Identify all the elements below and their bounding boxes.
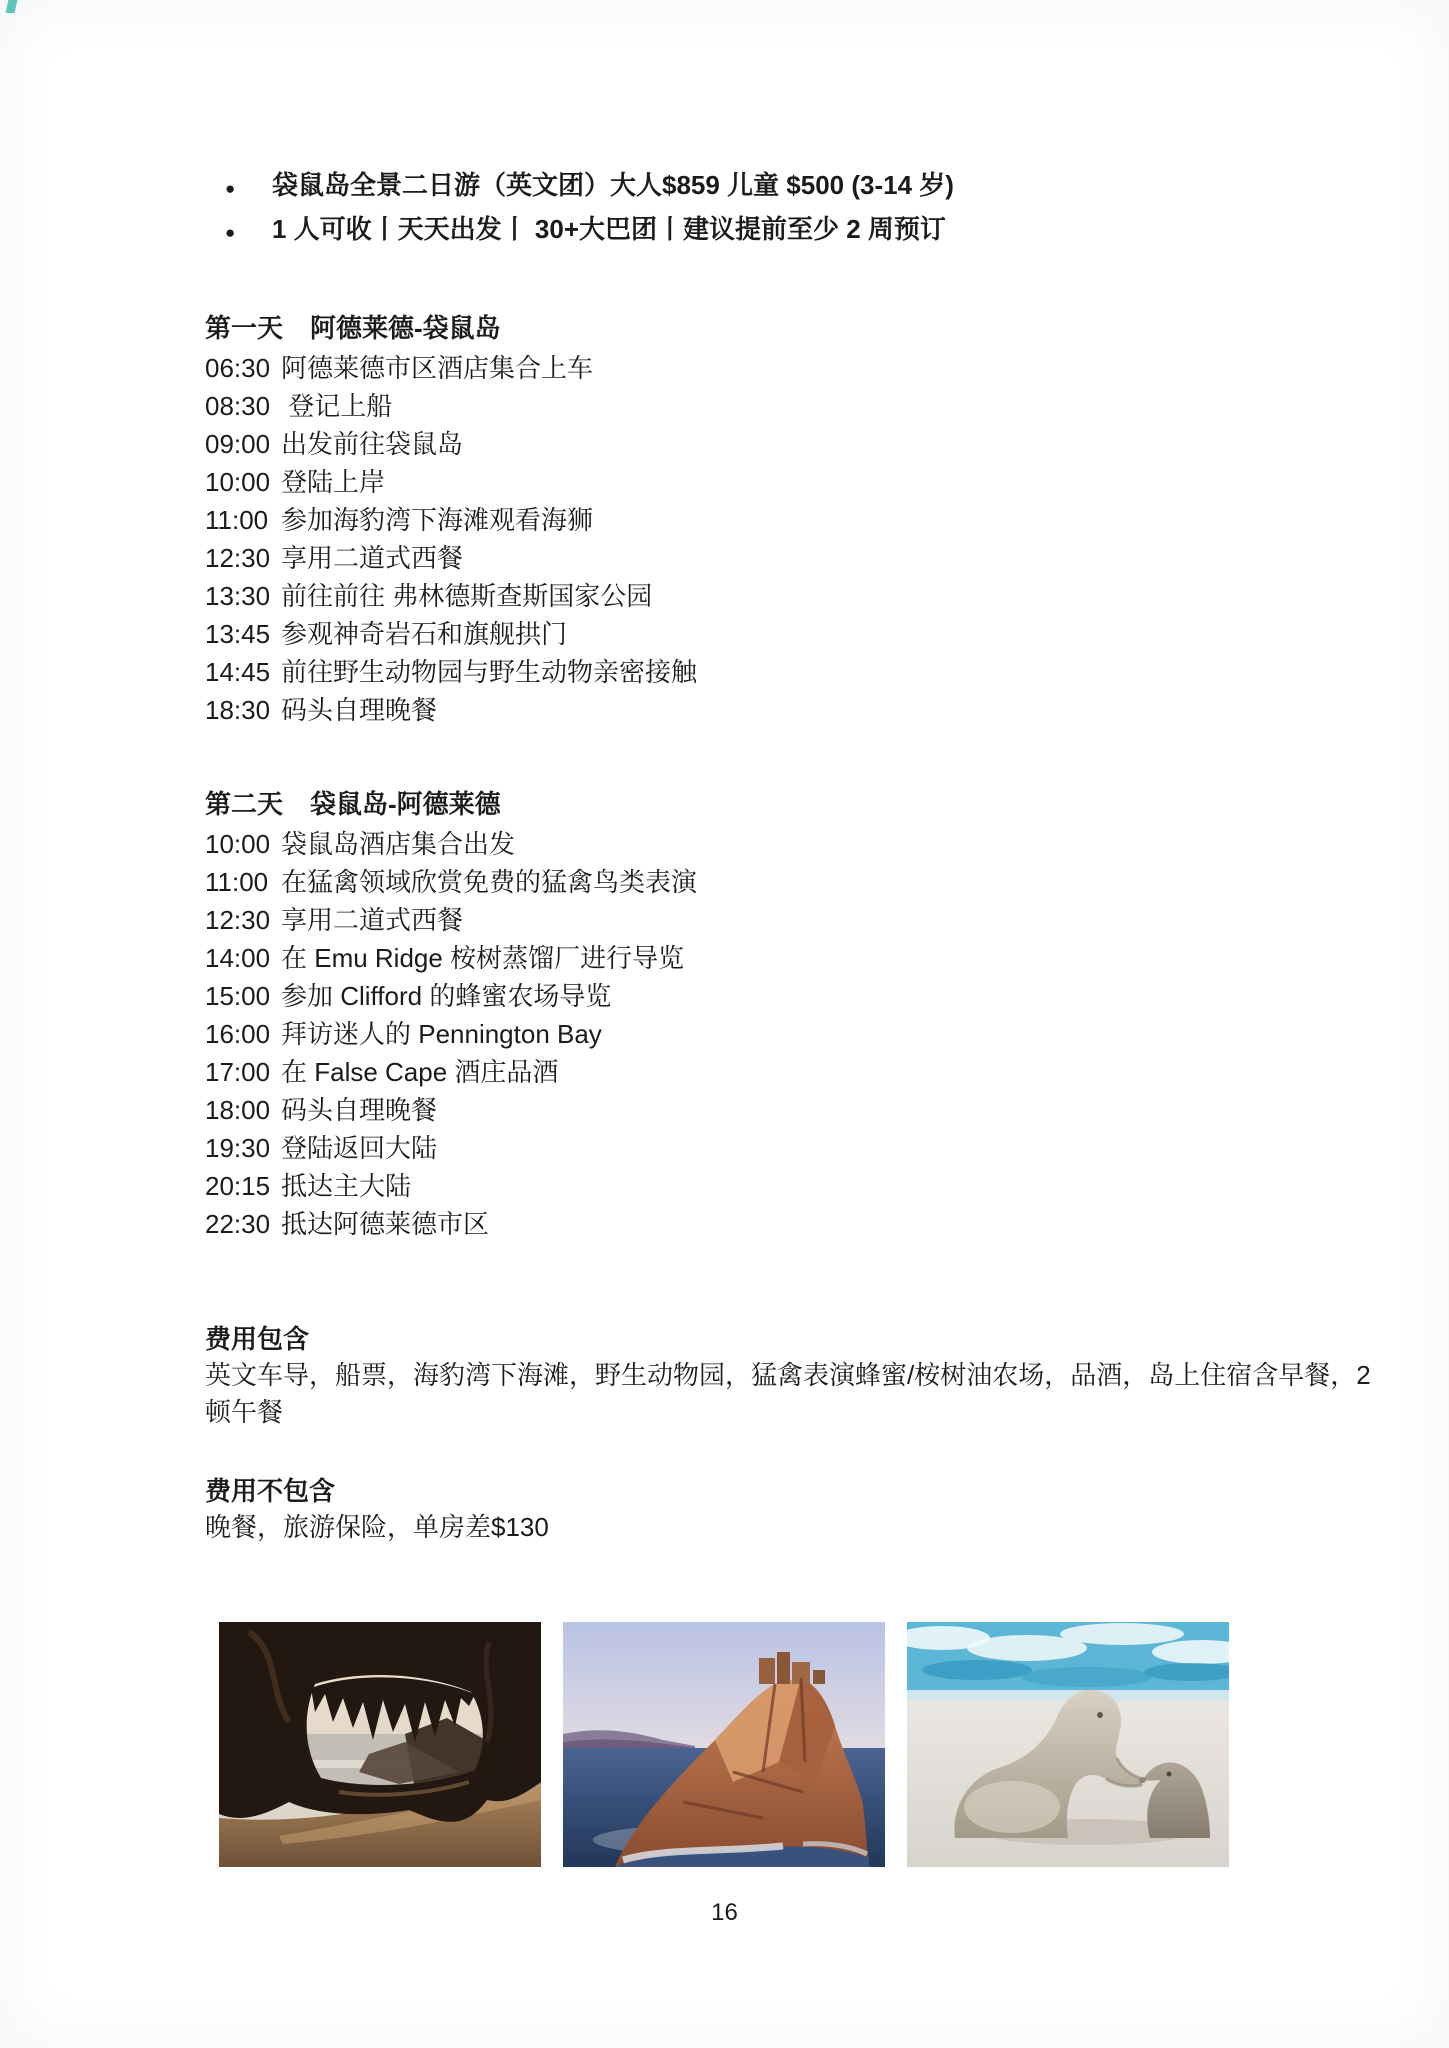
itinerary-time: 18:30 <box>205 695 271 725</box>
itinerary-activity: 在 Emu Ridge 桉树蒸馏厂进行导览 <box>281 943 685 973</box>
itinerary-time: 09:00 <box>205 429 271 459</box>
itinerary-time: 12:30 <box>205 543 271 573</box>
itinerary-activity: 参加 Clifford 的蜂蜜农场导览 <box>281 981 612 1011</box>
itinerary-row <box>205 1091 1385 1129</box>
itinerary-row <box>205 825 1385 863</box>
itinerary-activity: 抵达阿德莱德市区 <box>281 1209 490 1239</box>
itinerary-row <box>205 615 1385 653</box>
sea-lions-illustration <box>907 1622 1229 1867</box>
day1-title <box>205 309 1385 347</box>
itinerary-activity: 前往前往 弗林德斯查斯国家公园 <box>281 581 653 611</box>
itinerary-activity: 码头自理晚餐 <box>281 1095 438 1125</box>
itinerary-time: 11:00 <box>205 867 269 897</box>
sea-lions-photo <box>907 1622 1229 1867</box>
photo-row <box>219 1622 1385 1867</box>
itinerary-time: 10:00 <box>205 829 271 859</box>
itinerary-row <box>205 577 1385 615</box>
itinerary-time: 13:30 <box>205 581 271 611</box>
coastal-rock-photo <box>563 1622 885 1867</box>
itinerary-time: 06:30 <box>205 353 271 383</box>
itinerary-activity: 阿德莱德市区酒店集合上车 <box>281 353 594 383</box>
itinerary-activity: 抵达主大陆 <box>281 1171 412 1201</box>
itinerary-row <box>205 863 1385 901</box>
itinerary-row <box>205 463 1385 501</box>
itinerary-row <box>205 939 1385 977</box>
itinerary-row <box>205 501 1385 539</box>
itinerary-activity: 享用二道式西餐 <box>281 905 464 935</box>
itinerary-row <box>205 1053 1385 1091</box>
itinerary-row <box>205 539 1385 577</box>
itinerary-row <box>205 1015 1385 1053</box>
itinerary-time: 10:00 <box>205 467 271 497</box>
itinerary-activity: 登陆返回大陆 <box>281 1133 438 1163</box>
itinerary-time: 16:00 <box>205 1019 271 1049</box>
fees-included-text: 英文车导，船票，海豹湾下海滩，野生动物园，猛禽表演蜂蜜/桉树油农场，品酒，岛上住宿含早餐，2 顿午餐 <box>205 1360 1371 1427</box>
itinerary-activity: 参观神奇岩石和旗舰拱门 <box>281 619 568 649</box>
itinerary-activity: 享用二道式西餐 <box>281 543 464 573</box>
itinerary-time: 20:15 <box>205 1171 271 1201</box>
cave-arch-illustration <box>219 1622 541 1867</box>
itinerary-activity: 参加海豹湾下海滩观看海狮 <box>281 505 594 535</box>
itinerary-time: 08:30 <box>205 391 271 421</box>
coastal-rock-illustration <box>563 1622 885 1867</box>
itinerary-time: 15:00 <box>205 981 271 1011</box>
itinerary-activity: 登记上船 <box>281 391 393 421</box>
itinerary-activity: 袋鼠岛酒店集合出发 <box>281 829 516 859</box>
itinerary-row <box>205 1205 1385 1243</box>
itinerary-activity: 登陆上岸 <box>281 467 386 497</box>
itinerary-time: 22:30 <box>205 1209 271 1239</box>
fees-excluded-text: 晚餐，旅游保险，单房差$130 <box>205 1512 549 1542</box>
bullet-text: 袋鼠岛全景二日游（英文团）大人$859 儿童 $500 (3-14 岁) <box>272 170 954 200</box>
itinerary-time: 13:45 <box>205 619 271 649</box>
itinerary-activity: 出发前往袋鼠岛 <box>281 429 464 459</box>
day2-itinerary <box>205 825 1385 1243</box>
fees-excluded-title: 费用不包含 <box>205 1476 336 1506</box>
itinerary-activity: 码头自理晚餐 <box>281 695 438 725</box>
bullet-text: 1 人可收丨天天出发丨 30+大巴团丨建议提前至少 2 周预订 <box>272 214 946 244</box>
day1-itinerary <box>205 349 1385 729</box>
summary-bullet-list <box>205 165 1385 253</box>
itinerary-row <box>205 653 1385 691</box>
itinerary-time: 12:30 <box>205 905 271 935</box>
scan-artifact <box>6 0 18 13</box>
itinerary-time: 19:30 <box>205 1133 271 1163</box>
itinerary-activity: 前往野生动物园与野生动物亲密接触 <box>281 657 698 687</box>
day2-title <box>205 785 1385 823</box>
itinerary-row <box>205 349 1385 387</box>
itinerary-row <box>205 1129 1385 1167</box>
summary-bullet <box>205 165 1385 209</box>
summary-bullet <box>205 209 1385 253</box>
page-number: 16 <box>711 1899 738 1926</box>
day1-route: 阿德莱德-袋鼠岛 <box>310 313 501 343</box>
day2-label: 第二天 <box>205 789 284 819</box>
itinerary-row <box>205 387 1385 425</box>
day1-label: 第一天 <box>205 313 284 343</box>
itinerary-row <box>205 901 1385 939</box>
itinerary-activity: 在 False Cape 酒庄品酒 <box>281 1057 559 1087</box>
itinerary-time: 11:00 <box>205 505 269 535</box>
itinerary-row <box>205 1167 1385 1205</box>
itinerary-activity: 拜访迷人的 Pennington Bay <box>281 1019 602 1049</box>
itinerary-row <box>205 691 1385 729</box>
itinerary-activity: 在猛禽领域欣赏免费的猛禽鸟类表演 <box>281 867 698 897</box>
bullet-icon: ● <box>225 179 236 198</box>
fees-included-title: 费用包含 <box>205 1324 310 1354</box>
itinerary-time: 18:00 <box>205 1095 271 1125</box>
itinerary-time: 17:00 <box>205 1057 271 1087</box>
cave-arch-photo <box>219 1622 541 1867</box>
day2-route: 袋鼠岛-阿德莱德 <box>310 789 501 819</box>
itinerary-row <box>205 425 1385 463</box>
itinerary-row <box>205 977 1385 1015</box>
itinerary-time: 14:00 <box>205 943 271 973</box>
itinerary-time: 14:45 <box>205 657 271 687</box>
bullet-icon: ● <box>225 223 236 242</box>
